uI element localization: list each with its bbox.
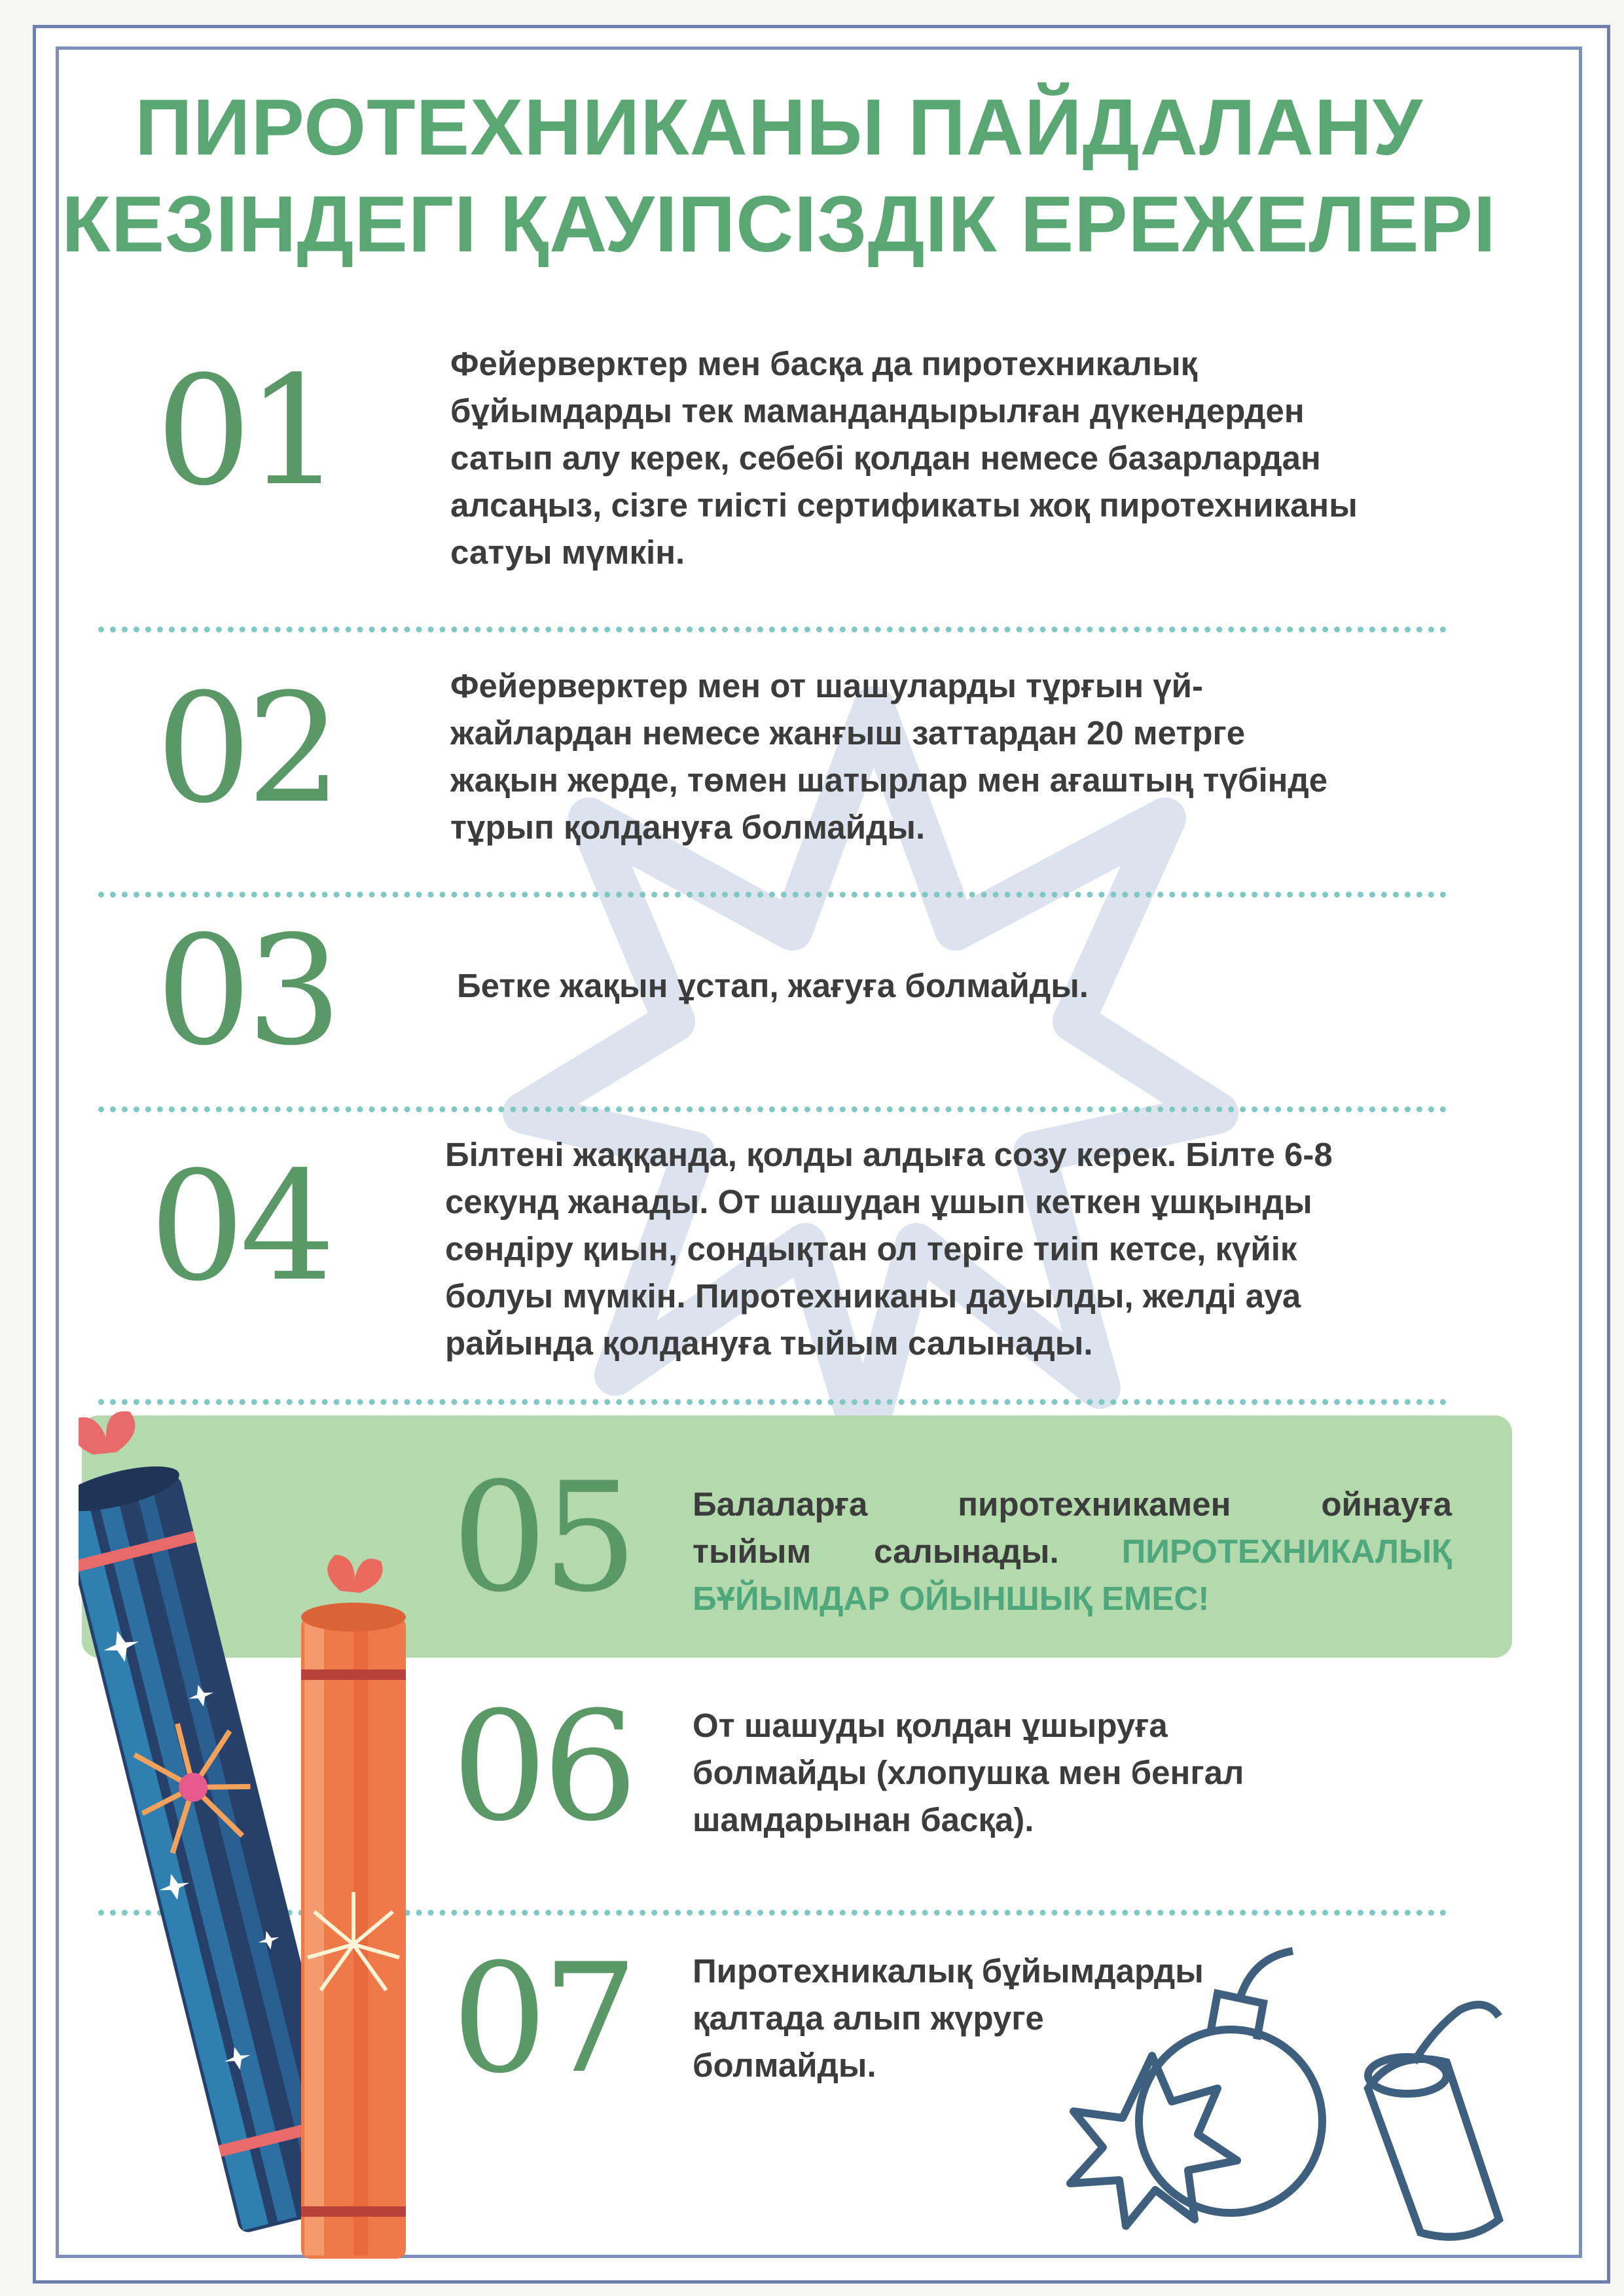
- divider-1: [98, 627, 1447, 632]
- explosion-icon: [1070, 2056, 1237, 2226]
- firecracker-outline-icon: [1368, 2005, 1499, 2237]
- rule-number-02: 02: [156, 662, 337, 837]
- firecracker-illustration: [79, 1408, 471, 2272]
- rule-05-line-2: тыйым салынады. ПИРОТЕХНИКАЛЫҚ: [693, 1533, 1452, 1570]
- page-title: [59, 79, 1499, 272]
- rule-number-06: 06: [452, 1680, 633, 1855]
- rule-text-04: Білтені жаққанда, қолды алдыға созу керек. Білте 6-8 секунд жанады. От шашудан ұшып кеткен ұшқынды сөндіру қиын, сондықтан ол теріге тиіп кетсе, күйік болуы мүмкін. Пиротехниканы дауылды, желді ауа райында қолдануға тыйым салынады.: [445, 1136, 1333, 1362]
- title-line-2: КЕЗІНДЕГІ ҚАУІПСІЗДІК ЕРЕЖЕЛЕРІ: [62, 179, 1496, 268]
- rule-number-04: 04: [149, 1140, 331, 1315]
- title-line-1: ПИРОТЕХНИКАНЫ ПАЙДАЛАНУ: [135, 82, 1423, 172]
- rule-text-02: Фейерверктер мен от шашуларды тұрғын үй- жайлардан немесе жанғыш заттардан 20 метрге жақын жерде, төмен шатырлар мен ағаштың түбінде тұрып қолдануға болмайды.: [450, 667, 1328, 846]
- rule-text-07: Пиротехникалық бұйымдарды қалтада алып жүруге болмайды.: [693, 1952, 1204, 2084]
- divider-4: [98, 1399, 1447, 1405]
- rule-text-06: От шашуды қолдан ұшыруға болмайды (хлопушка мен бенгал шамдарынан басқа).: [693, 1707, 1244, 1838]
- rule-number-05: 05: [452, 1451, 633, 1626]
- rule-text-01: Фейерверктер мен басқа да пиротехникалық бұйымдарды тек мамандандырылған дүкендерден сатып алу керек, себебі қолдан немесе базарлардан алсаңыз, сізге тиісті сертификаты жоқ пиротехниканы сатуы мүмкін.: [450, 345, 1358, 571]
- rule-number-03: 03: [156, 904, 337, 1079]
- rule-number-01: 01: [156, 344, 337, 519]
- divider-2: [98, 892, 1447, 898]
- rule-number-07: 07: [452, 1932, 633, 2107]
- divider-3: [98, 1106, 1447, 1112]
- rule-text-03: Бетке жақын ұстап, жағуға болмайды.: [457, 967, 1089, 1004]
- bottom-icons: [1060, 1931, 1545, 2246]
- rule-text-05: Балаларға пиротехникамен ойнауға тыйым салынады. ПИРОТЕХНИКАЛЫҚ БҰЙЫМДАР ОЙЫНШЫҚ ЕМЕС!: [693, 1485, 1452, 1617]
